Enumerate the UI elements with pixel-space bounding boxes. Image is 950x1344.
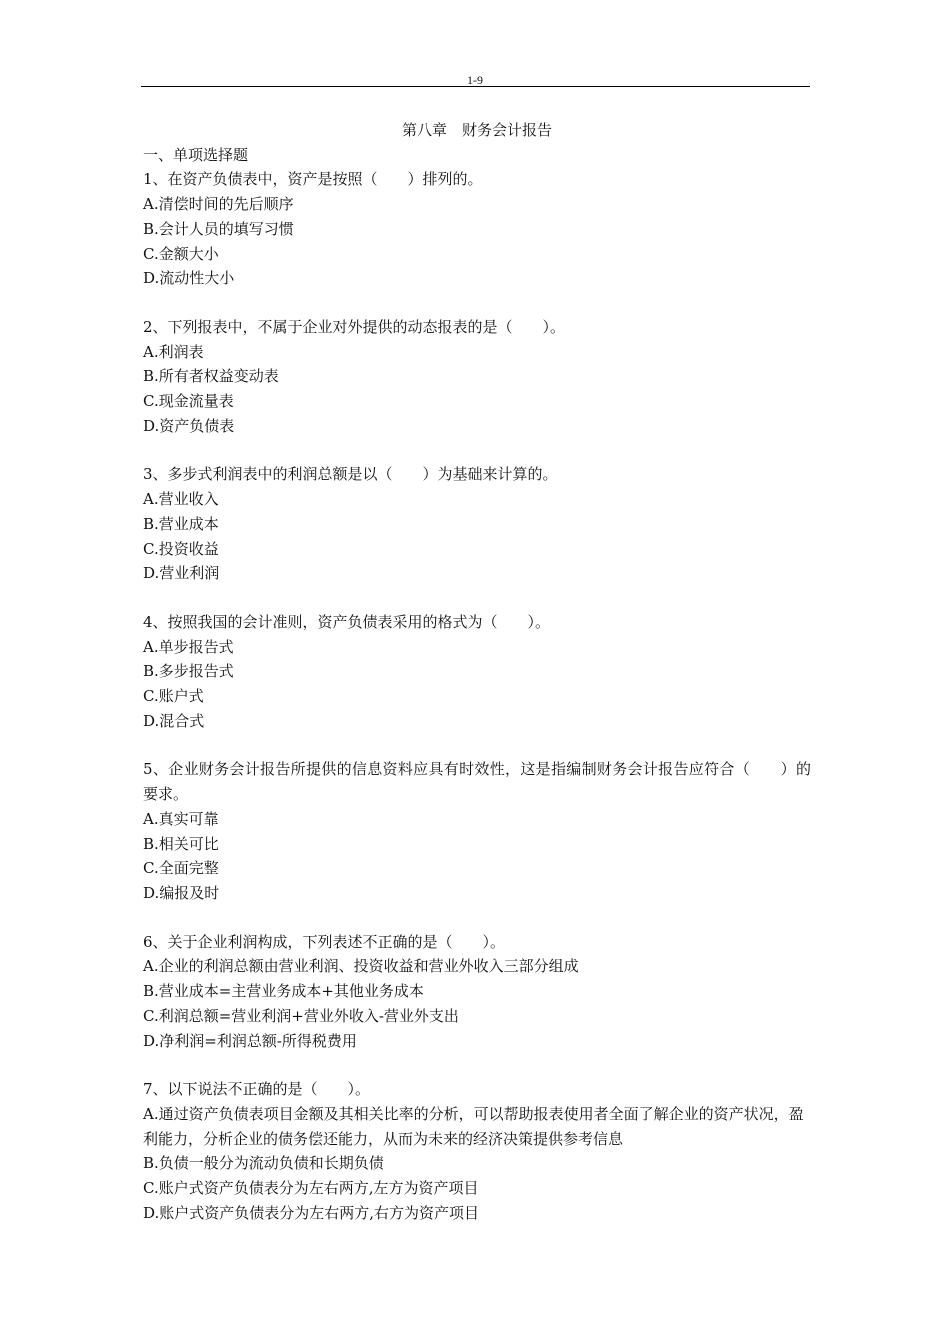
section-heading: 一、单项选择题 xyxy=(143,145,249,164)
option-c: C.全面完整 xyxy=(143,859,219,878)
option-a: A.企业的利润总额由营业利润、投资收益和营业外收入三部分组成 xyxy=(143,957,579,976)
question-stem: 6、关于企业利润构成，下列表述不正确的是（ ）。 xyxy=(143,932,506,951)
option-b: B.相关可比 xyxy=(143,834,219,853)
page-number: 1-9 xyxy=(467,73,483,87)
option-a: A.清偿时间的先后顺序 xyxy=(143,195,294,214)
option-b: B.营业成本 xyxy=(143,514,219,533)
option-c: C.金额大小 xyxy=(143,244,219,263)
header-rule xyxy=(141,86,810,87)
option-c: C.利润总额=营业利润+营业外收入-营业外支出 xyxy=(143,1006,459,1025)
option-d: D.混合式 xyxy=(143,711,205,730)
chapter-title: 第八章 财务会计报告 xyxy=(401,121,552,139)
document-body xyxy=(143,118,811,1249)
question-4 xyxy=(143,610,811,734)
question-2 xyxy=(143,315,811,439)
option-d: D.资产负债表 xyxy=(143,416,235,435)
question-stem: 3、多步式利润表中的利润总额是以（ ）为基础来计算的。 xyxy=(143,465,558,484)
option-a: A.真实可靠 xyxy=(143,809,219,828)
question-3 xyxy=(143,462,811,586)
option-d: D.净利润=利润总额-所得税费用 xyxy=(143,1031,357,1050)
option-a: A.营业收入 xyxy=(143,490,219,509)
question-stem: 5、企业财务会计报告所提供的信息资料应具有时效性，这是指编制财务会计报告应符合（ ）的要求。 xyxy=(143,760,811,804)
option-c: C.投资收益 xyxy=(143,539,219,558)
question-stem: 1、在资产负债表中，资产是按照（ ）排列的。 xyxy=(143,170,483,189)
option-c: C.账户式资产负债表分为左右两方,左方为资产项目 xyxy=(143,1179,479,1198)
option-b: B.多步报告式 xyxy=(143,662,234,681)
option-b: B.会计人员的填写习惯 xyxy=(143,219,294,238)
question-1 xyxy=(143,167,811,291)
question-7 xyxy=(143,1077,811,1225)
option-a: A.单步报告式 xyxy=(143,637,234,656)
option-c: C.账户式 xyxy=(143,687,204,706)
option-d: D.编报及时 xyxy=(143,883,220,902)
option-a: A.利润表 xyxy=(143,342,204,361)
question-6 xyxy=(143,930,811,1054)
question-5 xyxy=(143,757,811,905)
option-b: B.负债一般分为流动负债和长期负债 xyxy=(143,1154,384,1173)
option-c: C.现金流量表 xyxy=(143,392,234,411)
question-stem: 2、下列报表中，不属于企业对外提供的动态报表的是（ ）。 xyxy=(143,317,566,336)
option-b: B.所有者权益变动表 xyxy=(143,367,279,386)
option-d: D.账户式资产负债表分为左右两方,右方为资产项目 xyxy=(143,1203,480,1222)
option-b: B.营业成本=主营业务成本+其他业务成本 xyxy=(143,982,424,1001)
option-d: D.营业利润 xyxy=(143,564,220,583)
option-d: D.流动性大小 xyxy=(143,269,235,288)
question-stem: 4、按照我国的会计准则，资产负债表采用的格式为（ ）。 xyxy=(143,612,551,631)
question-stem: 7、以下说法不正确的是（ ）。 xyxy=(143,1080,371,1099)
option-a: A.通过资产负债表项目金额及其相关比率的分析，可以帮助报表使用者全面了解企业的资产状况，盈利能力，分析企业的债务偿还能力，从而为未来的经济决策提供参考信息 xyxy=(143,1104,804,1148)
